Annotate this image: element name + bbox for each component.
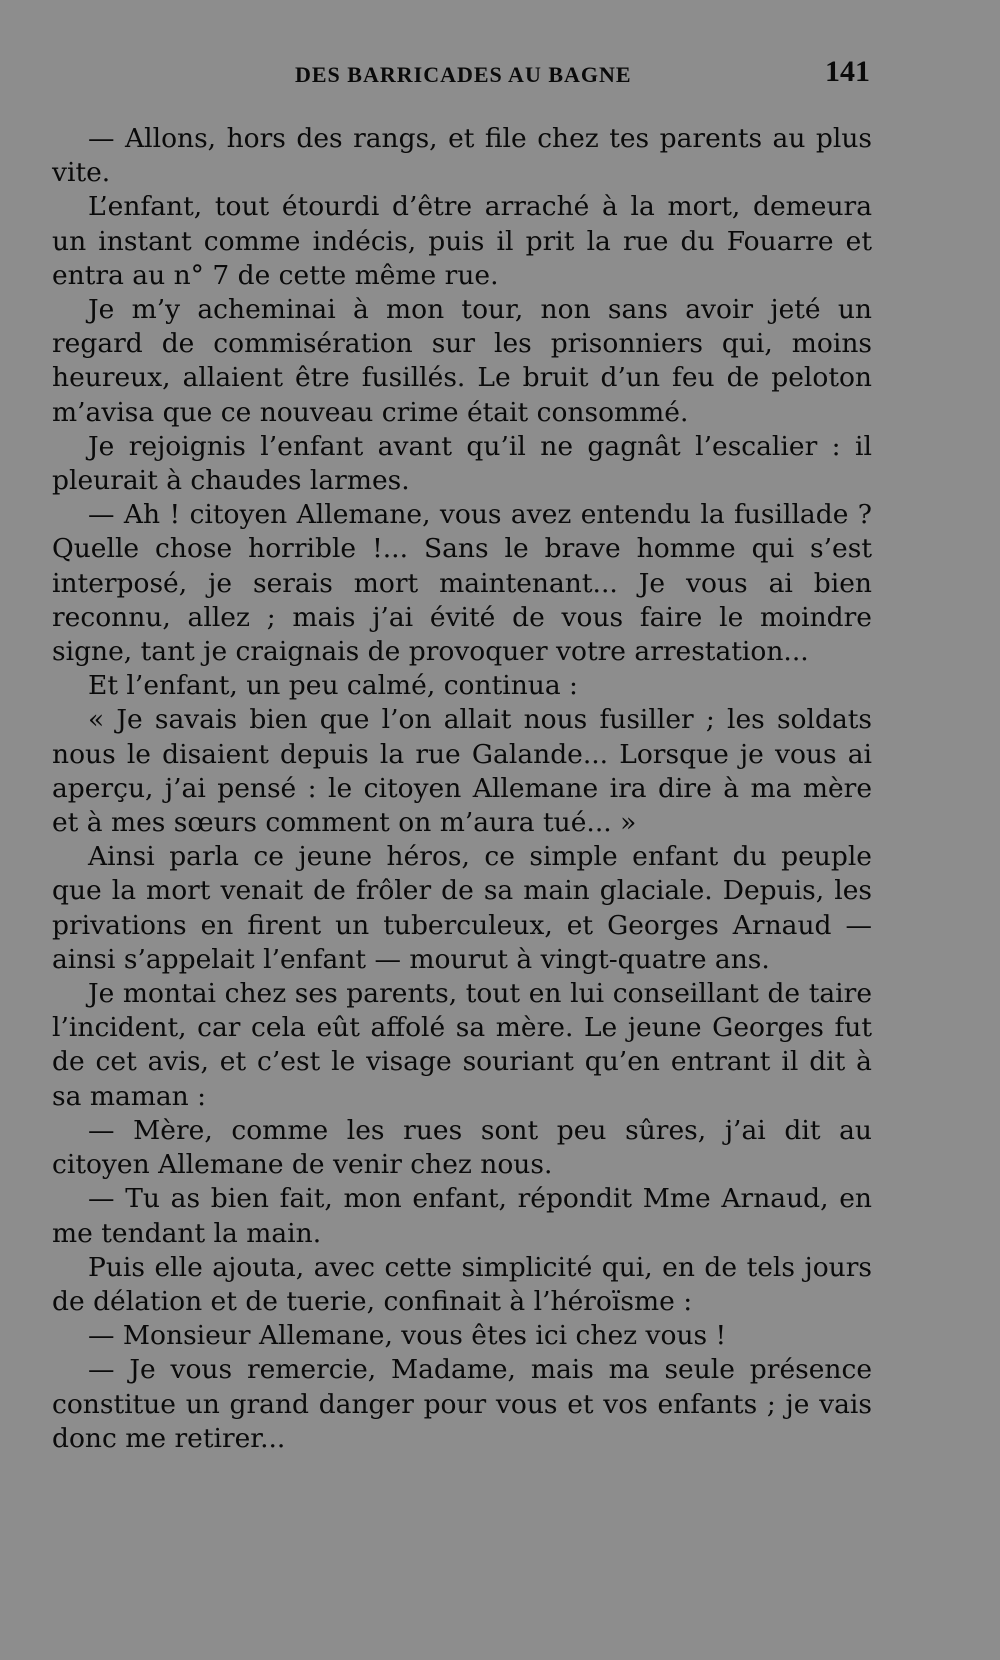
running-head: DES BARRICADES AU BAGNE	[295, 62, 632, 87]
paragraph: Je m’y acheminai à mon tour, non sans avoir jeté un regard de commisération sur les prisonniers qui, moins heureux, allaient être fusillés. Le bruit d’un feu de peloton m’avisa que ce nouveau crime était consommé.	[52, 294, 872, 428]
paragraph: — Je vous remercie, Madame, mais ma seule présence constitue un grand danger pour vous et vos enfants ; je vais donc me retirer...	[52, 1354, 872, 1454]
page-header	[50, 55, 870, 95]
paragraph: Je rejoignis l’enfant avant qu’il ne gagnât l’escalier : il pleurait à chaudes larmes.	[52, 430, 872, 497]
paragraph: Ainsi parla ce jeune héros, ce simple enfant du peuple que la mort venait de frôler de sa main glaciale. Depuis, les privations en firent un tuberculeux, et Georges Arnaud — ainsi s’appelait l’enfant — mourut à vingt-quatre ans.	[52, 841, 872, 975]
paragraph: Je montai chez ses parents, tout en lui conseillant de taire l’incident, car cela eût affolé sa mère. Le jeune Georges fut de cet avis, et c’est le visage souriant qu’en entrant il dit à sa maman :	[52, 978, 872, 1112]
paragraph: « Je savais bien que l’on allait nous fusiller ; les soldats nous le disaient depuis la rue Galande... Lorsque je vous ai aperçu, j’ai pensé : le citoyen Allemane ira dire à ma mère et à mes sœurs comment on m’aura tué... »	[52, 704, 872, 839]
body-text	[52, 122, 872, 1456]
paragraph: — Ah ! citoyen Allemane, vous avez entendu la fusillade ? Quelle chose horrible !... Sans le brave homme qui s’est interposé, je serais mort maintenant... Je vous ai bien reconnu, allez ; mais j’ai évité de vous faire le moindre signe, tant je craignais de provoquer votre arrestation...	[52, 499, 872, 668]
paragraph: Puis elle ajouta, avec cette simplicité qui, en de tels jours de délation et de tuerie, confinait à l’héroïsme :	[52, 1251, 872, 1317]
paragraph: L’enfant, tout étourdi d’être arraché à la mort, demeura un instant comme indécis, puis il prit la rue du Fouarre et entra au n° 7 de cette même rue.	[52, 191, 872, 291]
paragraph: — Allons, hors des rangs, et file chez tes parents au plus vite.	[52, 123, 872, 189]
paragraph: — Monsieur Allemane, vous êtes ici chez vous !	[88, 1320, 727, 1352]
paragraph: Et l’enfant, un peu calmé, continua :	[88, 670, 578, 702]
paragraph: — Mère, comme les rues sont peu sûres, j’ai dit au citoyen Allemane de venir chez nous.	[52, 1114, 872, 1181]
paragraph: — Tu as bien fait, mon enfant, répondit Mme Arnaud, en me tendant la main.	[52, 1183, 872, 1249]
page-number: 141	[825, 55, 870, 88]
